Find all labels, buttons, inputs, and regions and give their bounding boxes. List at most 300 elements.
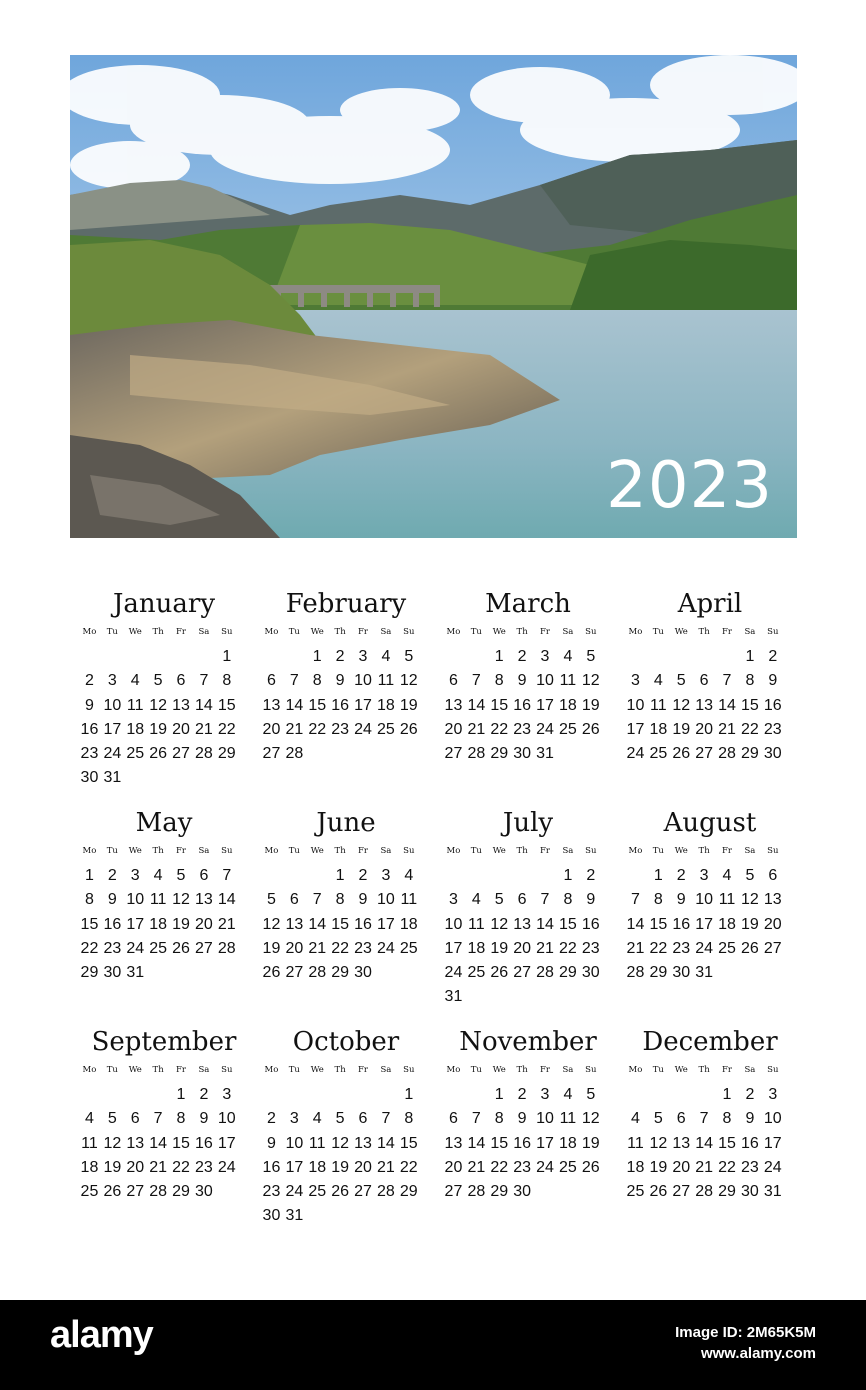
- day-cell: 1: [176, 1086, 186, 1103]
- month-name: June: [316, 808, 376, 838]
- day-cell: 25: [308, 1183, 327, 1201]
- day-cell: 1: [563, 867, 573, 884]
- day-cell: 30: [262, 1207, 281, 1225]
- day-cell: 26: [741, 939, 759, 957]
- day-cell: 2: [745, 1086, 755, 1103]
- day-cell: 4: [381, 648, 391, 665]
- day-cell: 14: [149, 1134, 168, 1152]
- day-cell: 29: [649, 964, 668, 982]
- day-cell: 7: [722, 672, 732, 690]
- day-cell: 11: [468, 915, 485, 933]
- day-cell: 15: [741, 696, 759, 714]
- day-cell: 31: [763, 1183, 782, 1201]
- day-cell: 28: [467, 745, 486, 763]
- month-name: October: [292, 1027, 400, 1057]
- day-cell: 31: [126, 964, 145, 982]
- weekday-label: Sa: [744, 846, 756, 856]
- weekday-label: Su: [585, 627, 597, 637]
- weekday-label: Mo: [82, 627, 97, 637]
- weekday-label: Su: [403, 627, 415, 637]
- day-cell: 19: [581, 1134, 600, 1152]
- day-cell: 3: [630, 672, 640, 690]
- day-cell: 18: [80, 1158, 99, 1176]
- weekday-label: We: [492, 627, 506, 637]
- day-cell: 23: [331, 720, 350, 738]
- day-cell: 25: [377, 720, 395, 738]
- day-cell: 7: [153, 1110, 163, 1128]
- weekday-label: Su: [767, 1065, 779, 1075]
- day-cell: 13: [444, 1134, 463, 1152]
- weekday-header: [260, 1062, 432, 1078]
- day-blank: [260, 1083, 283, 1107]
- day-cell: 22: [217, 720, 236, 738]
- day-cell: 8: [722, 1110, 732, 1128]
- day-cell: 24: [695, 939, 714, 957]
- day-cell: 20: [763, 915, 782, 933]
- day-cell: 21: [217, 915, 236, 933]
- day-blank: [374, 1083, 397, 1107]
- day-cell: 12: [149, 696, 168, 714]
- month-february: [260, 588, 432, 766]
- day-grid: [260, 864, 432, 985]
- weekday-label: Mo: [82, 846, 97, 856]
- day-cell: 17: [377, 915, 395, 933]
- day-blank: [488, 864, 511, 888]
- day-cell: 18: [467, 939, 486, 957]
- weekday-label: Fr: [358, 627, 368, 637]
- day-blank: [306, 1083, 329, 1107]
- weekday-label: We: [310, 1065, 324, 1075]
- weekday-label: Fr: [540, 846, 550, 856]
- day-cell: 17: [536, 1134, 554, 1152]
- day-cell: 1: [722, 1086, 732, 1103]
- day-cell: 24: [354, 720, 372, 738]
- day-blank: [442, 1083, 465, 1107]
- day-cell: 11: [126, 696, 144, 714]
- day-cell: 16: [741, 1134, 759, 1152]
- day-cell: 23: [80, 745, 99, 763]
- day-cell: 16: [513, 1134, 532, 1152]
- weekday-label: Tu: [288, 627, 300, 637]
- month-july: [442, 807, 614, 1010]
- day-cell: 24: [285, 1183, 304, 1201]
- weekday-label: We: [674, 846, 688, 856]
- day-cell: 22: [331, 939, 350, 957]
- day-cell: 11: [650, 696, 667, 714]
- day-blank: [511, 864, 534, 888]
- weekday-label: Su: [221, 846, 233, 856]
- day-cell: 9: [768, 672, 778, 690]
- day-grid: [624, 645, 796, 766]
- day-blank: [101, 1083, 124, 1107]
- day-cell: 13: [672, 1134, 691, 1152]
- footer-bar: [0, 1300, 866, 1390]
- day-cell: 7: [540, 891, 550, 909]
- day-cell: 18: [308, 1158, 327, 1176]
- day-cell: 10: [285, 1134, 304, 1152]
- weekday-label: We: [674, 1065, 688, 1075]
- weekday-label: Sa: [562, 627, 574, 637]
- day-cell: 15: [331, 915, 350, 933]
- weekday-label: Th: [516, 846, 528, 856]
- day-cell: 7: [199, 672, 209, 690]
- day-cell: 5: [586, 1086, 596, 1103]
- day-cell: 8: [653, 891, 663, 909]
- day-cell: 18: [149, 915, 168, 933]
- day-cell: 22: [559, 939, 577, 957]
- day-cell: 8: [404, 1110, 414, 1128]
- day-cell: 16: [195, 1134, 213, 1152]
- weekday-label: Su: [403, 1065, 415, 1075]
- day-cell: 22: [80, 939, 99, 957]
- day-cell: 6: [176, 672, 186, 690]
- day-cell: 31: [103, 769, 122, 787]
- weekday-label: Fr: [722, 1065, 732, 1075]
- day-cell: 29: [80, 964, 99, 982]
- day-cell: 3: [448, 891, 458, 909]
- day-cell: 20: [444, 1158, 463, 1176]
- day-cell: 26: [399, 720, 418, 738]
- weekday-header: [624, 1062, 796, 1078]
- day-cell: 25: [559, 1158, 577, 1176]
- day-cell: 26: [581, 1158, 600, 1176]
- day-cell: 2: [335, 648, 345, 665]
- day-cell: 1: [335, 867, 345, 884]
- day-cell: 16: [672, 915, 691, 933]
- day-cell: 25: [149, 939, 168, 957]
- month-name: February: [285, 589, 407, 619]
- day-cell: 22: [490, 1158, 509, 1176]
- weekday-label: Tu: [288, 1065, 300, 1075]
- day-cell: 18: [377, 696, 395, 714]
- day-cell: 28: [467, 1183, 486, 1201]
- day-cell: 1: [653, 867, 663, 884]
- day-cell: 16: [354, 915, 372, 933]
- day-cell: 5: [107, 1110, 117, 1128]
- month-name: April: [677, 589, 743, 619]
- day-cell: 14: [695, 1134, 714, 1152]
- weekday-label: Fr: [176, 1065, 186, 1075]
- day-cell: 27: [763, 939, 782, 957]
- day-cell: 10: [626, 696, 645, 714]
- weekday-header: [624, 624, 796, 640]
- day-cell: 8: [312, 672, 322, 690]
- weekday-label: We: [310, 846, 324, 856]
- day-cell: 23: [195, 1158, 213, 1176]
- day-cell: 11: [400, 891, 418, 909]
- day-cell: 13: [763, 891, 782, 909]
- day-cell: 10: [354, 672, 372, 690]
- day-cell: 11: [559, 1110, 577, 1128]
- day-cell: 26: [581, 720, 600, 738]
- day-blank: [283, 1083, 306, 1107]
- day-cell: 22: [308, 720, 327, 738]
- day-cell: 14: [195, 696, 213, 714]
- image-id-text: Image ID: 2M65K5M: [675, 1324, 816, 1341]
- day-blank: [716, 645, 739, 669]
- day-cell: 9: [266, 1134, 276, 1152]
- day-cell: 27: [695, 745, 714, 763]
- weekday-label: Fr: [540, 627, 550, 637]
- day-cell: 28: [195, 745, 213, 763]
- day-cell: 23: [262, 1183, 281, 1201]
- weekday-label: Su: [403, 846, 415, 856]
- day-cell: 29: [718, 1183, 736, 1201]
- day-cell: 31: [285, 1207, 304, 1225]
- day-blank: [283, 645, 306, 669]
- day-cell: 28: [308, 964, 327, 982]
- weekday-label: Tu: [470, 1065, 482, 1075]
- day-cell: 12: [103, 1134, 122, 1152]
- weekday-label: We: [310, 627, 324, 637]
- weekday-header: [78, 1062, 250, 1078]
- day-cell: 11: [718, 891, 736, 909]
- month-name: August: [663, 808, 757, 838]
- day-cell: 23: [513, 1158, 532, 1176]
- day-cell: 10: [763, 1110, 782, 1128]
- weekday-label: We: [492, 1065, 506, 1075]
- day-cell: 19: [672, 720, 691, 738]
- day-cell: 17: [626, 720, 645, 738]
- day-cell: 26: [490, 964, 509, 982]
- weekday-label: Th: [334, 627, 346, 637]
- day-cell: 8: [222, 672, 232, 690]
- weekday-label: Su: [585, 1065, 597, 1075]
- day-cell: 9: [586, 891, 596, 909]
- day-cell: 11: [81, 1134, 98, 1152]
- day-cell: 5: [494, 891, 504, 909]
- day-grid: [78, 645, 250, 791]
- day-cell: 30: [103, 964, 122, 982]
- day-blank: [624, 864, 647, 888]
- day-cell: 29: [172, 1183, 190, 1201]
- day-cell: 13: [172, 696, 190, 714]
- day-cell: 21: [149, 1158, 168, 1176]
- day-cell: 7: [471, 1110, 481, 1128]
- day-cell: 14: [467, 1134, 486, 1152]
- day-cell: 16: [80, 720, 99, 738]
- day-cell: 19: [490, 939, 509, 957]
- day-cell: 19: [741, 915, 759, 933]
- day-cell: 25: [399, 939, 418, 957]
- day-grid: [624, 864, 796, 985]
- day-cell: 18: [559, 1134, 577, 1152]
- month-november: [442, 1026, 614, 1204]
- day-cell: 12: [581, 672, 600, 690]
- day-cell: 13: [262, 696, 281, 714]
- weekday-header: [442, 1062, 614, 1078]
- day-cell: 19: [103, 1158, 122, 1176]
- month-name: December: [642, 1027, 778, 1057]
- day-cell: 28: [285, 745, 304, 763]
- day-cell: 10: [536, 1110, 554, 1128]
- day-cell: 21: [718, 720, 736, 738]
- day-cell: 14: [217, 891, 236, 909]
- weekday-label: Tu: [106, 627, 118, 637]
- day-cell: 22: [490, 720, 509, 738]
- day-cell: 15: [80, 915, 99, 933]
- day-cell: 26: [262, 964, 281, 982]
- day-cell: 2: [676, 867, 686, 884]
- day-cell: 17: [354, 696, 372, 714]
- day-cell: 1: [222, 648, 232, 665]
- day-cell: 25: [467, 964, 486, 982]
- day-cell: 15: [217, 696, 236, 714]
- day-cell: 8: [494, 672, 504, 690]
- day-cell: 22: [649, 939, 668, 957]
- day-cell: 21: [536, 939, 554, 957]
- day-cell: 11: [377, 672, 395, 690]
- weekday-label: Su: [221, 627, 233, 637]
- weekday-label: We: [674, 627, 688, 637]
- weekday-label: Th: [152, 846, 164, 856]
- day-cell: 12: [172, 891, 190, 909]
- weekday-label: Sa: [380, 846, 392, 856]
- day-cell: 28: [718, 745, 736, 763]
- day-cell: 29: [217, 745, 236, 763]
- day-cell: 22: [718, 1158, 736, 1176]
- day-cell: 24: [626, 745, 645, 763]
- day-grid: [442, 864, 614, 1010]
- day-cell: 25: [126, 745, 145, 763]
- day-cell: 29: [490, 1183, 509, 1201]
- day-cell: 31: [444, 988, 463, 1006]
- day-blank: [534, 864, 557, 888]
- day-cell: 29: [399, 1183, 418, 1201]
- day-cell: 15: [649, 915, 668, 933]
- day-cell: 30: [581, 964, 600, 982]
- day-cell: 14: [377, 1134, 395, 1152]
- day-cell: 20: [354, 1158, 372, 1176]
- day-cell: 20: [285, 939, 304, 957]
- day-cell: 26: [672, 745, 691, 763]
- day-cell: 19: [172, 915, 190, 933]
- day-cell: 4: [563, 1086, 573, 1103]
- day-cell: 1: [84, 867, 94, 884]
- month-name: November: [459, 1027, 597, 1057]
- day-cell: 6: [676, 1110, 686, 1128]
- day-cell: 7: [222, 867, 232, 884]
- day-cell: 21: [626, 939, 645, 957]
- weekday-label: Mo: [628, 627, 643, 637]
- day-cell: 5: [176, 867, 186, 884]
- day-cell: 15: [308, 696, 327, 714]
- weekday-label: We: [128, 627, 142, 637]
- weekday-label: Tu: [470, 846, 482, 856]
- day-cell: 20: [695, 720, 714, 738]
- day-blank: [647, 1083, 670, 1107]
- day-cell: 29: [559, 964, 577, 982]
- weekday-label: Th: [698, 846, 710, 856]
- day-cell: 6: [358, 1110, 368, 1128]
- month-name: January: [112, 589, 216, 619]
- day-cell: 9: [107, 891, 117, 909]
- day-cell: 20: [195, 915, 213, 933]
- day-cell: 10: [444, 915, 463, 933]
- day-cell: 31: [695, 964, 714, 982]
- weekday-header: [78, 624, 250, 640]
- day-cell: 4: [563, 648, 573, 665]
- day-cell: 2: [517, 648, 527, 665]
- day-cell: 10: [695, 891, 714, 909]
- day-cell: 7: [289, 672, 299, 690]
- day-cell: 25: [649, 745, 668, 763]
- day-cell: 13: [513, 915, 532, 933]
- day-cell: 14: [718, 696, 736, 714]
- weekday-label: Sa: [198, 627, 210, 637]
- day-cell: 4: [153, 867, 163, 884]
- day-cell: 24: [763, 1158, 782, 1176]
- day-cell: 2: [768, 648, 778, 665]
- day-cell: 13: [126, 1134, 145, 1152]
- day-cell: 2: [266, 1110, 276, 1128]
- day-cell: 26: [172, 939, 190, 957]
- day-cell: 18: [718, 915, 736, 933]
- day-cell: 27: [672, 1183, 691, 1201]
- day-blank: [670, 1083, 693, 1107]
- month-may: [78, 807, 250, 985]
- weekday-label: Sa: [744, 627, 756, 637]
- day-cell: 2: [358, 867, 368, 884]
- day-cell: 18: [626, 1158, 645, 1176]
- day-cell: 9: [517, 672, 527, 690]
- day-cell: 24: [536, 720, 554, 738]
- day-cell: 26: [331, 1183, 350, 1201]
- day-cell: 28: [626, 964, 645, 982]
- day-grid: [260, 645, 432, 766]
- day-cell: 3: [540, 648, 550, 665]
- day-cell: 31: [536, 745, 554, 763]
- day-cell: 30: [763, 745, 782, 763]
- day-blank: [260, 864, 283, 888]
- day-cell: 22: [399, 1158, 418, 1176]
- weekday-label: Fr: [176, 846, 186, 856]
- day-blank: [465, 864, 488, 888]
- weekday-label: Mo: [264, 846, 279, 856]
- day-cell: 3: [540, 1086, 550, 1103]
- day-cell: 5: [653, 1110, 663, 1128]
- day-cell: 21: [467, 1158, 486, 1176]
- weekday-label: Th: [516, 627, 528, 637]
- day-cell: 11: [308, 1134, 326, 1152]
- day-cell: 9: [199, 1110, 209, 1128]
- day-cell: 4: [630, 1110, 640, 1128]
- day-cell: 11: [559, 672, 577, 690]
- day-cell: 2: [199, 1086, 209, 1103]
- day-cell: 3: [358, 648, 368, 665]
- month-name: September: [91, 1027, 237, 1057]
- day-cell: 9: [676, 891, 686, 909]
- day-blank: [260, 645, 283, 669]
- day-cell: 15: [490, 696, 509, 714]
- day-cell: 17: [126, 915, 145, 933]
- day-blank: [170, 645, 193, 669]
- day-cell: 20: [126, 1158, 145, 1176]
- day-blank: [693, 645, 716, 669]
- weekday-label: Fr: [176, 627, 186, 637]
- weekday-header: [260, 624, 432, 640]
- weekday-label: Mo: [82, 1065, 97, 1075]
- day-cell: 17: [103, 720, 122, 738]
- month-january: [78, 588, 250, 791]
- day-cell: 3: [130, 867, 140, 884]
- day-cell: 4: [84, 1110, 94, 1128]
- day-blank: [147, 1083, 170, 1107]
- day-cell: 2: [586, 867, 596, 884]
- day-cell: 20: [262, 720, 281, 738]
- day-cell: 1: [494, 1086, 504, 1103]
- day-cell: 7: [312, 891, 322, 909]
